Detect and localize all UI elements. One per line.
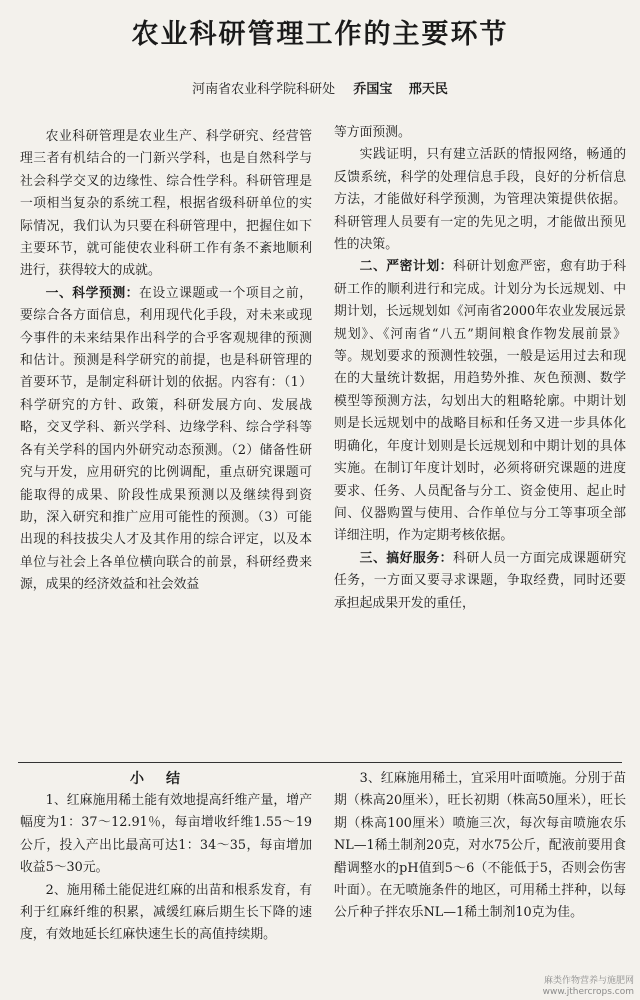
continued-paragraph: 等方面预测。 <box>334 125 411 140</box>
section-1-heading: 一、科学预测： <box>45 285 140 301</box>
left-column <box>20 126 312 597</box>
watermark <box>543 976 634 998</box>
affiliation: 河南省农业科学院科研处 <box>192 82 336 97</box>
byline <box>0 78 640 97</box>
article-title: 农业科研管理工作的主要环节 <box>131 19 509 50</box>
watermark-line-1: 麻类作物营养与施肥网 <box>543 976 634 986</box>
summary-item-1: 1、红麻施用稀土能有效地提高纤维产量，增产幅度为1：37～12.91％，每亩增收纤维1.55～19公斤，投入产出比最高可达1：34～35，每亩增加收益5～30元。 <box>20 793 312 876</box>
practice-paragraph: 实践证明，只有建立活跃的情报网络，畅通的反馈系统，科学的处理信息手段，良好的分析信息方法，才能做好科学预测，为管理决策提供依据。科研管理人员要有一定的先见之明，才能做出预见性的决策。 <box>334 147 626 253</box>
watermark-line-2: www.jthercrops.com <box>542 987 634 997</box>
summary-item-3: 3、红麻施用稀土，宜采用叶面喷施。分別于苗期（株高20厘米），旺长初期（株高50厘米），旺长期（株高100厘米）喷施三次，每次每亩喷施农乐NL—1稀土制剂20克，对水75公斤，配液前要用食醋调整水的pH值到5～6（不能低于5，否则会伤害叶面）。在无喷施条件的地区，可用稀土拌种，以每公斤种子拌农乐NL—1稀土制剂10克为佳。 <box>334 771 626 921</box>
section-3-heading: 三、搞好服务： <box>359 550 454 566</box>
section-1-text: 在设立课题或一个项目之前，要综合各方面信息，利用现代化手段，对未来或现今事件的未来结果作出科学的合乎客观规律的预测和估计。预测是科学研究的前提，也是科研管理的首要环节，是制定科研计划的依据。内容有：（1）科学研究的方针、政策，科研发展方向、发展战略，交叉学科、新兴学科、边缘学科、综合学科等各有关学科的国内外研究动态预测。（2）储备性研究与开发，应用研究的比例调配，重点研究课题可能取得的成果、阶段性成果预测以及继续得到资助，深入研究和推广应用可能性的预测。（3）可能出现的科技拔尖人才及其作用的综合评定，以及本单位与社会上各单位横向联合的前景，科研经费来源，成果的经济效益和社会效益 <box>20 285 313 593</box>
section-3-text: 科研人员一方面完成课题研究任务，一方面又要寻求课题，争取经费，同时还要承担起成果开发的重任， <box>334 550 627 611</box>
section-2-heading: 二、严密计划： <box>359 259 454 275</box>
section-2-text: 科研计划愈严密，愈有助于科研工作的顺利进行和完成。计划分为长远规划、中期计划，长远规划如《河南省2000年农业发展远景规划》、《河南省“八五”期间粮食作物发展前景》等。规划要求的预测性较强，一般是运用过去和现在的大量统计数据，用趋势外推、灰色预测、数学模型等预测方法，勾划出大的粗略轮廓。中期计划则是长远规划中的战略目标和任务又进一步具体化明确化，年度计划则是长远规划和中期计划的具体实施。在制订年度计划时，必须将研究课题的进度要求、任务、人员配备与分工、资金使用、起止时间、仪器购置与使用、合作单位与分工等事项全部详细注明，作为定期考核依据。 <box>334 259 627 544</box>
section-1-paragraph <box>20 283 312 597</box>
summary-item-2: 2、施用稀土能促进红麻的出苗和根系发育，有利于红麻纤维的积累，减缓红麻后期生长下降的速度，有效地延长红麻快速生长的高值持续期。 <box>20 882 312 943</box>
summary-right-column <box>334 768 626 925</box>
right-column <box>334 122 626 615</box>
authors: 乔国宝 邢天民 <box>353 82 448 97</box>
section-2-paragraph <box>334 256 626 547</box>
summary-heading: 小结 <box>130 771 202 787</box>
section-3-paragraph <box>334 548 626 615</box>
summary-left-column <box>20 790 312 947</box>
intro-paragraph: 农业科研管理是农业生产、科学研究、经营管理三者有机结合的一门新兴学科，也是自然科学与社会科学交叉的边缘性、综合性学科。科研管理是一项相当复杂的系统工程，根据省级科研单位的实际情况，我们认为只要在科研管理中，把握住如下主要环节，就可能使农业科研工作有条不紊地顺利进行，获得较大的成就。 <box>20 129 312 279</box>
section-divider <box>18 762 622 763</box>
